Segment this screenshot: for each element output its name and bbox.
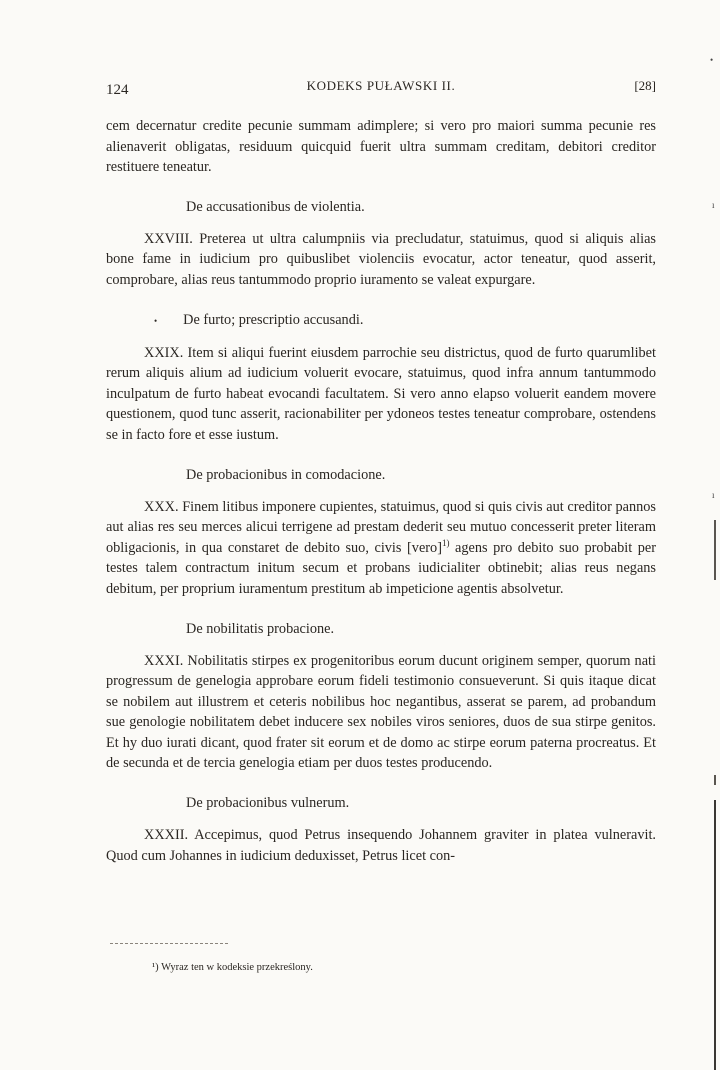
article-paragraph: XXVIII. Preterea ut ultra calumpniis via precludatur, statuimus, quod si aliquis alias bone fame in iudicium pro quibuslibet violenciis evocatur, actor teneatur, quod asserit, comprobare, alias reus tantummodo proprio iuramento se valeat expurgare. [106,230,656,288]
footnote-marker: ¹) [152,962,159,973]
scan-speck: ı [712,490,715,500]
section-heading: De probacionibus vulnerum. [186,795,350,812]
article-number: XXIX. [144,344,184,361]
scan-speck: ı [712,200,715,210]
article-paragraph: XXX. Finem litibus imponere cupientes, statuimus, quod si quis civis aut creditor pannos aut alias res seu merces alicui terrigene ad prestam dederit seu mutuo concesserit preter literam obligacionis, in qua constaret de debito suo, civis [vero]$^{1)}$ agens pro debito suo probabit per testes talem contractum initum secum et probans iudicialiter obtinebit; alias reus negans debitum, per proprium iuramentum prestitum ab impeticione agentis absolvetur. [106,498,656,597]
intro-paragraph: cem decernatur credite pecunie summam adimplere; si vero pro maiori summa pecunie res alienaverit obligatas, residuum quicquid fuerit ultra summam creditam, debitori creditor restituere teneatur. [106,118,656,176]
page-number: 124 [106,82,129,98]
bullet-mark: • [154,315,158,326]
footnote: ¹) Wyraz ten w kodeksie przekreślony. [152,962,313,973]
scan-edge-mark [714,520,716,580]
article-number: XXVIII. [144,230,193,247]
section-heading: De nobilitatis probacione. [186,620,335,637]
scan-edge-mark [714,775,716,785]
scan-edge-mark [714,800,716,1070]
section-heading: De accusationibus de violentia. [186,198,365,215]
article-paragraph: XXXI. Nobilitatis stirpes ex progenitoribus eorum ducunt originem semper, quorum nati progressum de genelogia approbare eorum fideli testimonio consueverunt. Si quis itaque dicat se nobilem aut illustrem et ceteris nobilibus hoc negantibus, asserat se parem, ad probandum sue genologie nobilitatem debet inducere sex nobiles viros seniores, duos de sua stirpe genitos. Et hy duo iurati dicant, quod frater sit eorum et de domo ac stirpe eorum paterna procreatus. Et de secunda et de tercia genelogia etiam per duos testes producendo. [106,652,656,772]
footnote-reference: 1) [441,537,450,548]
article-number: XXXI. [144,652,184,669]
section-marker: [28] [634,78,656,93]
article-number: XXXII. [144,827,189,844]
section-heading: De probacionibus in comodacione. [186,466,386,483]
article-number: XXX. [144,498,179,515]
running-title: KODEKS PUŁAWSKI II. [306,78,456,93]
footnote-divider [110,943,228,944]
main-text [106,116,656,866]
scan-speck: • [710,55,714,65]
running-header [106,78,656,102]
article-paragraph: XXIX. Item si aliqui fuerint eiusdem parrochie seu districtus, quod de furto quarumlibet rerum aliquis alium ad iudicium voluerit evocare, statuimus, quod infra annum tantummodo inculpatum de furto habeat evocandi facultatem. Si vero anno elapso voluerit eandem movere questionem, quod tunc asserit, racionabiliter per ydoneos testes teneatur comprobare, ostendens se in facto fore et esse iustum. [106,344,657,443]
article-paragraph: XXXII. Accepimus, quod Petrus insequendo Johannem graviter in platea vulneravit. Quod cum Johannes in iudicium deduxisset, Petrus licet con- [106,827,656,864]
section-heading: • De furto; prescriptio accusandi. [154,311,364,328]
